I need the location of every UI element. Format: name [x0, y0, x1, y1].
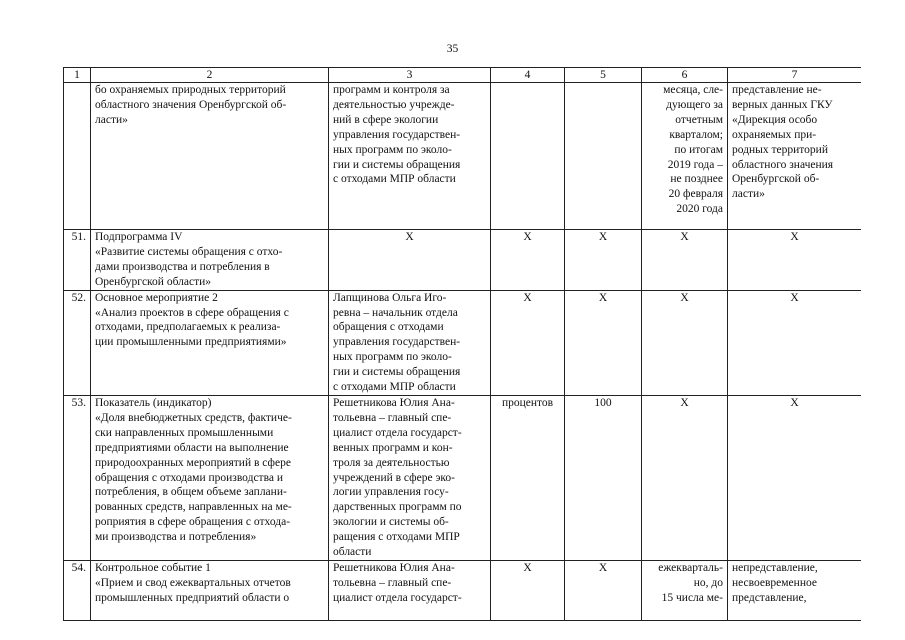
risk-cell: [728, 560, 862, 620]
text-line: месяца, сле-: [663, 84, 723, 96]
text-line: областного значения Оренбургской об-: [95, 98, 287, 111]
risk-cell: [728, 230, 862, 291]
unit-cell: [491, 230, 565, 291]
text-line: гии и системы обращения: [333, 366, 461, 379]
text-line: 15 числа ме-: [661, 591, 723, 604]
text-line: Основное мероприятие 2: [95, 291, 218, 304]
event-name-cell: [91, 83, 329, 230]
text-line: управления государствен-: [333, 336, 461, 349]
deadline-cell: [642, 560, 728, 620]
text-line: «Анализ проектов в сфере обращения с: [95, 306, 289, 319]
text-line: Подпрограмма IV: [95, 231, 183, 243]
text-line: обращения с отходами: [333, 321, 444, 334]
text-line: Лапщинова Ольга Иго-: [333, 291, 447, 304]
text-line: Оренбургской области»: [95, 275, 212, 288]
value-cell: [565, 83, 642, 230]
text-line: роприятия в сфере обращения с отхода-: [95, 516, 291, 529]
text-line: 2020 года: [676, 203, 723, 216]
text-line: «Дирекция особо: [732, 113, 818, 126]
responsible-cell: [329, 83, 491, 230]
text-line: тольевна – главный спе-: [333, 576, 452, 589]
deadline-cell: [642, 83, 728, 230]
row-number: [64, 83, 91, 230]
x-mark: Х: [790, 396, 799, 409]
x-mark: Х: [680, 396, 689, 409]
text-line: ний в сфере экологии: [333, 113, 439, 126]
text-line: ежекварталь-: [658, 561, 723, 574]
text-line: Контрольное событие 1: [95, 561, 211, 574]
text-line: логии управления госу-: [333, 486, 449, 499]
text-line: ции промышленными предприятиями»: [95, 336, 287, 349]
text-line: ласти»: [95, 113, 128, 126]
text-line: охраняемых при-: [732, 128, 817, 141]
x-mark: Х: [598, 231, 608, 243]
text-line: ращения с отходами МПР: [333, 531, 460, 544]
text-line: деятельностью учрежде-: [333, 98, 455, 111]
x-mark: Х: [680, 291, 689, 304]
text-line: ласти»: [732, 188, 765, 201]
table-row: [64, 560, 862, 620]
text-line: потребления, в общем объеме заплани-: [95, 486, 287, 499]
text-line: отходами, предполагаемых к реализа-: [95, 321, 281, 334]
page-number: 35: [446, 43, 459, 55]
deadline-cell: [642, 395, 728, 560]
column-header: 7: [728, 68, 862, 83]
text-line: с отходами МПР области: [333, 381, 456, 394]
row-number: 52.: [64, 290, 91, 395]
x-mark: Х: [523, 231, 532, 243]
text-line: бо охраняемых природных территорий: [95, 84, 286, 96]
text-line: Оренбургской об-: [732, 173, 820, 186]
text-line: природоохранных мероприятий в сфере: [95, 456, 291, 469]
text-line: «Доля внебюджетных средств, фактиче-: [95, 411, 292, 424]
text-line: троля за деятельностью: [333, 456, 450, 469]
x-mark: Х: [598, 561, 608, 574]
text-line: экологии и системы об-: [333, 516, 449, 529]
unit-cell: [491, 560, 565, 620]
text-line: представление не-: [732, 84, 822, 96]
x-mark: Х: [523, 561, 532, 574]
text-line: ми производства и потребления»: [95, 531, 257, 544]
deadline-cell: [642, 230, 728, 291]
document-sheet: [63, 67, 861, 640]
text-line: ревна – начальник отдела: [333, 306, 458, 319]
program-table: [63, 67, 861, 621]
event-name-cell: [91, 290, 329, 395]
text-line: циалист отдела государст-: [333, 426, 462, 439]
table-row: [64, 230, 862, 291]
text-line: дующего за: [666, 98, 723, 111]
text-line: кварталом;: [669, 128, 723, 141]
unit-cell: процентов: [491, 395, 565, 560]
value-cell: [565, 230, 642, 291]
value-cell: [565, 560, 642, 620]
text-line: областного значения: [732, 158, 834, 171]
text-line: предприятиями области на выполнение: [95, 441, 289, 454]
value-cell: [565, 290, 642, 395]
text-line: ных программ по эколо-: [333, 143, 452, 156]
table-row: [64, 290, 862, 395]
event-name-cell: [91, 230, 329, 291]
text-line: ных программ по эколо-: [333, 351, 452, 364]
risk-cell: [728, 290, 862, 395]
column-header: 2: [91, 68, 329, 83]
row-number: 54.: [64, 560, 91, 620]
x-mark: Х: [680, 231, 689, 243]
x-mark: Х: [523, 291, 532, 304]
column-number-header-row: [64, 68, 862, 83]
text-line: программ и контроля за: [333, 84, 450, 96]
text-line: верных данных ГКУ: [732, 98, 833, 111]
risk-cell: [728, 83, 862, 230]
text-line: учреждений в сфере эко-: [333, 471, 455, 484]
text-line: родных территорий: [732, 143, 828, 156]
text-line: но, до: [693, 576, 723, 589]
text-line: гии и системы обращения: [333, 158, 461, 171]
text-line: не позднее: [670, 173, 723, 186]
column-header: 1: [64, 68, 91, 83]
x-mark: Х: [405, 231, 414, 243]
text-line: рованных средств, направленных на ме-: [95, 501, 292, 514]
text-line: Показатель (индикатор): [95, 396, 212, 409]
text-line: области: [333, 546, 372, 559]
table-row: [64, 395, 862, 560]
unit-cell: [491, 290, 565, 395]
text-line: непредставление,: [732, 561, 818, 574]
text-line: несвоевременное: [732, 576, 817, 589]
text-line: 2019 года –: [667, 158, 723, 171]
text-line: с отходами МПР области: [333, 173, 456, 186]
row-number: 53.: [64, 395, 91, 560]
column-header: 6: [642, 68, 728, 83]
text-line: по итогам: [674, 143, 723, 156]
column-header: 4: [491, 68, 565, 83]
responsible-cell: [329, 290, 491, 395]
text-line: Решетникова Юлия Ана-: [333, 561, 455, 574]
event-name-cell: [91, 395, 329, 560]
text-line: тольевна – главный спе-: [333, 411, 452, 424]
row-number: 51.: [64, 230, 91, 291]
x-mark: Х: [790, 231, 799, 243]
column-header: 3: [329, 68, 491, 83]
text-line: венных программ и кон-: [333, 441, 453, 454]
text-line: циалист отдела государст-: [333, 591, 462, 604]
text-line: дами производства и потребления в: [95, 260, 270, 273]
deadline-cell: [642, 290, 728, 395]
text-line: представление,: [732, 591, 807, 604]
text-line: обращения с отходами производства и: [95, 471, 283, 484]
value-cell: 100: [565, 395, 642, 560]
table-row: [64, 83, 862, 230]
unit-cell: [491, 83, 565, 230]
text-line: промышленных предприятий области о: [95, 591, 290, 604]
text-line: дарственных программ по: [333, 501, 462, 514]
risk-cell: [728, 395, 862, 560]
responsible-cell: [329, 395, 491, 560]
x-mark: Х: [598, 291, 608, 304]
column-header: 5: [565, 68, 642, 83]
text-line: управления государствен-: [333, 128, 461, 141]
text-line: 20 февраля: [668, 188, 723, 201]
responsible-cell: [329, 560, 491, 620]
text-line: Решетникова Юлия Ана-: [333, 396, 455, 409]
text-line: «Развитие системы обращения с отхо-: [95, 245, 283, 258]
text-line: «Прием и свод ежеквартальных отчетов: [95, 576, 291, 589]
responsible-cell: [329, 230, 491, 291]
text-line: отчетным: [675, 113, 723, 126]
text-line: ски направленных промышленными: [95, 426, 274, 439]
event-name-cell: [91, 560, 329, 620]
x-mark: Х: [790, 291, 799, 304]
